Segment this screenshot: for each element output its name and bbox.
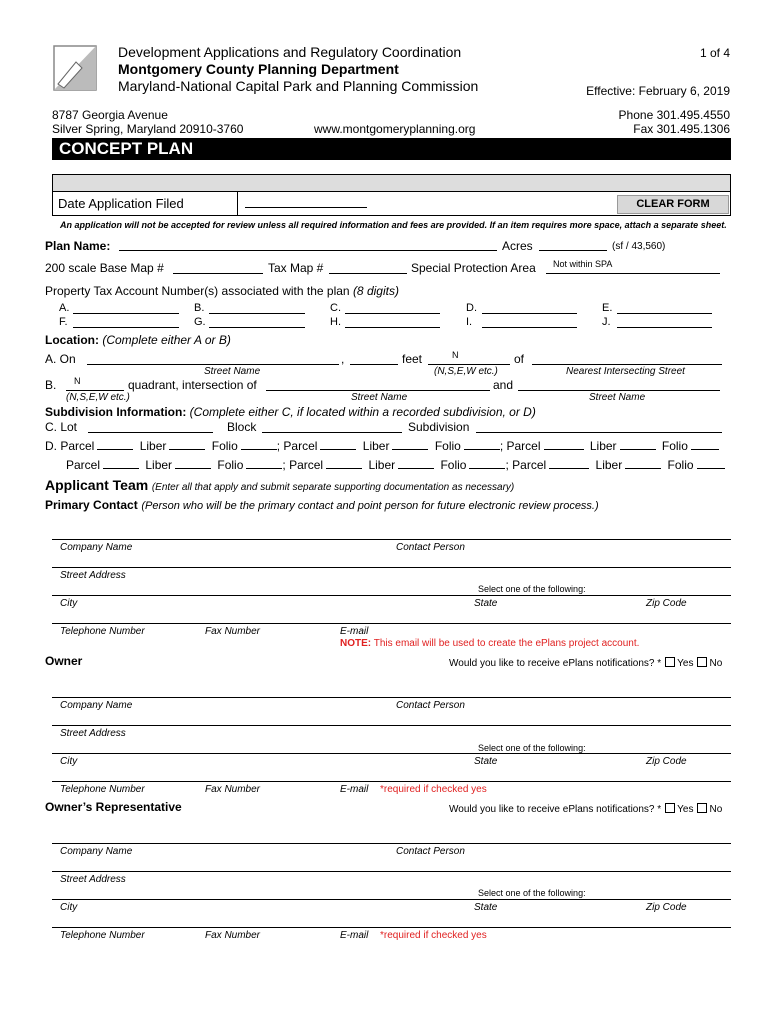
clear-form-button[interactable]: CLEAR FORM [617,195,729,214]
street-name-caption-b: Street Name [351,392,408,403]
tax-input-i[interactable] [482,327,577,328]
primary-company-line[interactable] [52,539,731,540]
location-a-street-input[interactable] [87,364,339,365]
applicant-team-heading: Applicant Team (Enter all that apply and submit separate supporting documentation as necessary) [45,477,515,493]
address-line-1: 8787 Georgia Avenue [52,108,168,122]
tax-letter-i: I. [466,316,473,328]
tax-input-j[interactable] [617,327,712,328]
nsew-caption-b: (N,S,E,W etc.) [66,392,130,403]
owner-street-line[interactable] [52,725,731,726]
location-a-feet-label: feet [402,352,423,366]
nearest-street-caption: Nearest Intersecting Street [566,366,685,377]
owner-rep-street-line[interactable] [52,871,731,872]
spa-select[interactable] [546,273,720,274]
parcel-input[interactable] [544,449,584,450]
page-number: 1 of 4 [699,46,730,60]
acres-input[interactable] [539,250,607,251]
owner-phone-line[interactable] [52,781,731,782]
location-a-of-label: of [514,352,525,366]
owner-rep-state-label: State [474,902,498,913]
primary-fax-label: Fax Number [205,626,261,637]
location-b-street2-input[interactable] [518,390,720,391]
owner-city-line[interactable] [52,753,731,754]
owner-state-label: State [474,756,498,767]
location-a-intersecting-input[interactable] [532,364,722,365]
tax-input-b[interactable] [209,313,305,314]
street-name-caption-b2: Street Name [589,392,646,403]
owner-rep-phone-label: Telephone Number [60,930,145,941]
location-a-comma: , [341,352,345,366]
owner-rep-city-label: City [60,902,78,913]
primary-contact-heading: Primary Contact (Person who will be the primary contact and point person for future electronic review process.) [45,498,599,512]
owner-no-checkbox[interactable] [697,657,707,667]
folio-input[interactable] [697,468,725,469]
tax-map-input[interactable] [329,273,407,274]
parcel-input[interactable] [549,468,589,469]
subdivision-heading: Subdivision Information: (Complete either C, if located within a recorded subdivision, or D) [45,405,536,419]
dept-line-3: Maryland-National Capital Park and Planning Commission [118,78,479,94]
primary-phone-line[interactable] [52,623,731,624]
parcel-input[interactable] [97,449,133,450]
primary-city-label: City [60,598,78,609]
owner-rep-notify-question: Would you like to receive ePlans notifications? * Yes No [449,804,723,815]
title-bar [52,138,731,160]
liber-input[interactable] [169,449,205,450]
location-b-label: B. [45,378,57,392]
address-line-2: Silver Spring, Maryland 20910-3760 [52,122,244,136]
tax-letter-c: C. [330,302,341,314]
primary-zip-label: Zip Code [646,598,687,609]
primary-contact-label: Contact Person [396,542,465,553]
effective-date: Effective: February 6, 2019 [586,84,730,98]
location-a-direction-value: N [452,350,459,360]
dept-line-1: Development Applications and Regulatory Coordination [118,44,462,60]
tax-letter-a: A. [59,302,70,314]
tax-letter-g: G. [194,316,206,328]
plan-name-input[interactable] [119,250,497,251]
primary-select-hint: Select one of the following: [478,584,586,594]
notice-text: An application will not be accepted for review unless all required information and fees are provided. If an item requires more space, attach a separate sheet. [60,220,727,230]
folio-input[interactable] [241,449,277,450]
parcel-input[interactable] [103,468,139,469]
primary-phone-label: Telephone Number [60,626,145,637]
tax-letter-f: F. [59,316,68,328]
subdivision-label: Subdivision [408,420,470,434]
base-map-input[interactable] [173,273,263,274]
page-title: CONCEPT PLAN [59,139,194,158]
acres-label: Acres [502,239,533,253]
date-filed-label: Date Application Filed [58,196,184,211]
property-tax-label: Property Tax Account Number(s) associated with the plan (8 digits) [45,284,399,298]
owner-city-label: City [60,756,78,767]
parcel-input[interactable] [320,449,356,450]
owner-rep-phone-line[interactable] [52,927,731,928]
owner-rep-no-checkbox[interactable] [697,803,707,813]
owner-rep-company-line[interactable] [52,843,731,844]
liber-input[interactable] [175,468,211,469]
liber-input[interactable] [398,468,434,469]
and-label: and [493,378,514,392]
spa-value: Not within SPA [553,259,613,269]
phone-number: Phone 301.495.4550 [618,108,730,122]
subdivision-input[interactable] [476,432,722,433]
tax-input-a[interactable] [73,313,179,314]
tax-input-f[interactable] [73,327,179,328]
owner-rep-company-label: Company Name [60,846,133,857]
owner-rep-yes-checkbox[interactable] [665,803,675,813]
owner-zip-label: Zip Code [646,756,687,767]
folio-input[interactable] [691,449,719,450]
liber-input[interactable] [392,449,428,450]
owner-rep-zip-label: Zip Code [646,902,687,913]
parcel-row-2: Parcel Liber Folio ; Parcel Liber Folio ; Parcel Liber Folio [66,458,725,472]
owner-yes-checkbox[interactable] [665,657,675,667]
lot-input[interactable] [88,432,213,433]
parcel-row-1: D. Parcel Liber Folio ; Parcel Liber Folio ; Parcel Liber Folio [45,439,719,453]
owner-rep-email-label: E-mail [340,930,369,941]
owner-required-note: *required if checked yes [380,784,487,795]
tax-letter-e: E. [602,302,613,314]
quadrant-label: quadrant, intersection of [128,378,257,392]
block-label: Block [227,420,257,434]
tax-letter-j: J. [602,316,611,328]
owner-email-label: E-mail [340,784,369,795]
owner-contact-label: Contact Person [396,700,465,711]
location-a-feet-input[interactable] [350,364,398,365]
base-map-label: 200 scale Base Map # [45,261,164,275]
folio-input[interactable] [246,468,282,469]
plan-name-label: Plan Name: [45,239,111,253]
location-a-direction-select[interactable] [428,364,510,365]
owner-phone-label: Telephone Number [60,784,145,795]
folio-input[interactable] [469,468,505,469]
website: www.montgomeryplanning.org [314,122,476,136]
primary-company-label: Company Name [60,542,133,553]
sf-label: (sf / 43,560) [612,241,666,252]
location-heading: Location: (Complete either A or B) [45,333,231,347]
primary-city-line[interactable] [52,595,731,596]
date-filed-input[interactable] [245,207,367,208]
owner-rep-fax-label: Fax Number [205,930,261,941]
parcel-input[interactable] [326,468,362,469]
owner-rep-street-label: Street Address [60,874,126,885]
tax-input-e[interactable] [617,313,712,314]
owner-company-line[interactable] [52,697,731,698]
tax-letter-h: H. [330,316,341,328]
owner-heading: Owner [45,654,83,668]
primary-state-label: State [474,598,498,609]
primary-email-note: NOTE: This email will be used to create the ePlans project account. [340,638,640,649]
tax-input-d[interactable] [482,313,577,314]
tax-input-c[interactable] [345,313,440,314]
owner-rep-select-hint: Select one of the following: [478,888,586,898]
primary-email-label: E-mail [340,626,369,637]
tax-input-h[interactable] [345,327,440,328]
block-input[interactable] [262,432,402,433]
tax-letter-b: B. [194,302,205,314]
tax-letter-d: D. [466,302,477,314]
lot-label: C. Lot [45,420,78,434]
owner-select-hint: Select one of the following: [478,743,586,753]
liber-input[interactable] [620,449,656,450]
owner-company-label: Company Name [60,700,133,711]
tax-map-label: Tax Map # [268,261,324,275]
location-b-quadrant-value: N [74,376,81,386]
primary-street-line[interactable] [52,567,731,568]
owner-fax-label: Fax Number [205,784,261,795]
owner-rep-contact-label: Contact Person [396,846,465,857]
dept-line-2: Montgomery County Planning Department [118,61,399,77]
date-filed-box [52,174,731,216]
primary-street-label: Street Address [60,570,126,581]
street-name-caption: Street Name [204,366,261,377]
owner-rep-heading: Owner’s Representative [45,800,182,814]
folio-input[interactable] [464,449,500,450]
mncppc-logo [52,44,98,92]
tax-input-g[interactable] [209,327,305,328]
spa-label: Special Protection Area [411,261,536,275]
owner-rep-required-note: *required if checked yes [380,930,487,941]
location-a-label: A. On [45,352,76,366]
location-b-street-input[interactable] [266,390,490,391]
owner-rep-city-line[interactable] [52,899,731,900]
nsew-caption: (N,S,E,W etc.) [434,366,498,377]
location-b-quadrant-select[interactable] [66,390,124,391]
owner-street-label: Street Address [60,728,126,739]
fax-number: Fax 301.495.1306 [633,122,730,136]
owner-notify-question: Would you like to receive ePlans notifications? * Yes No [449,658,723,669]
liber-input[interactable] [625,468,661,469]
